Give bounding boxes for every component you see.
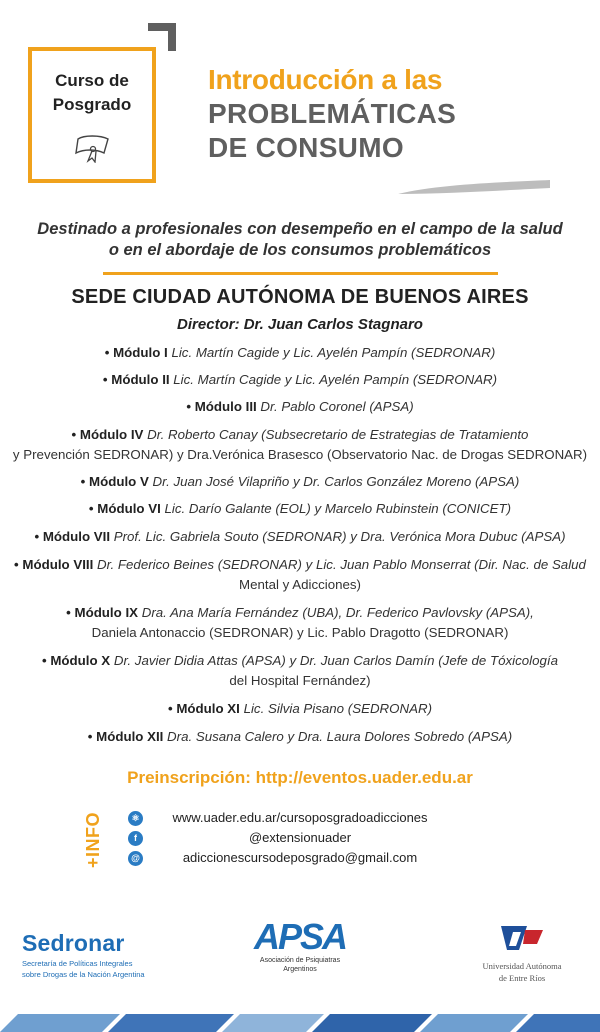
module-item: • Módulo XII Dra. Susana Calero y Dra. Laura Dolores Sobredo (APSA): [87, 729, 513, 744]
website-link[interactable]: www.uader.edu.ar/cursoposgradoadicciones: [172, 810, 428, 825]
facebook-icon: f: [128, 831, 143, 846]
course-badge: [28, 47, 156, 183]
module-item: • Módulo XI Lic. Silvia Pisano (SEDRONAR): [168, 701, 432, 716]
email-icon: @: [128, 851, 143, 866]
footer-stripes: [0, 1014, 600, 1032]
module-item: • Módulo IX Dra. Ana María Fernández (UBA), Dr. Federico Pavlovsky (APSA),: [66, 605, 534, 620]
module-item: • Módulo VI Lic. Darío Galante (EOL) y Marcelo Rubinstein (CONICET): [88, 501, 512, 516]
module-item: • Módulo VII Prof. Lic. Gabriela Souto (SEDRONAR) y Dra. Verónica Mora Dubuc (APSA): [34, 529, 566, 544]
module-item: • Módulo IV Dr. Roberto Canay (Subsecretario de Estrategias de Tratamiento: [71, 427, 529, 442]
title-line-1: Introducción a las: [208, 64, 443, 95]
module-item: • Módulo I Lic. Martín Cagide y Lic. Ayelén Pampín (SEDRONAR): [104, 345, 496, 360]
intro-line-2: o en el abordaje de los consumos problemáticos: [108, 241, 492, 259]
module-item-continued: Daniela Antonaccio (SEDRONAR) y Lic. Pablo Dragotto (SEDRONAR): [91, 625, 509, 640]
module-item: • Módulo III Dr. Pablo Coronel (APSA): [186, 399, 414, 414]
preinscription-link[interactable]: http://eventos.uader.edu.ar: [255, 768, 473, 787]
uader-logo: Universidad Autónoma de Entre Ríos: [462, 920, 582, 983]
uader-emblem: [497, 920, 547, 954]
title-swoosh: [398, 180, 550, 198]
director-line: Director: Dr. Juan Carlos Stagnaro: [177, 316, 423, 333]
sedronar-logo: Sedronar Secretaría de Políticas Integrales sobre Drogas de la Nación Argentina: [22, 930, 145, 979]
module-item-continued: y Prevención SEDRONAR) y Dra.Verónica Brasesco (Observatorio Nac. de Drogas SEDRONAR): [12, 447, 588, 462]
module-item: • Módulo II Lic. Martín Cagide y Lic. Ayelén Pampín (SEDRONAR): [102, 372, 498, 387]
intro-line-1: Destinado a profesionales con desempeño en el campo de la salud: [37, 220, 563, 238]
title-line-2: PROBLEMÁTICAS: [208, 98, 457, 129]
facebook-handle[interactable]: @extensionuader: [248, 830, 352, 845]
web-icon: ⚛: [128, 811, 143, 826]
module-item: • Módulo X Dr. Javier Didia Attas (APSA) y Dr. Juan Carlos Damín (Jefe de Tóxicología: [41, 653, 558, 668]
module-item-continued: Mental y Adicciones): [239, 577, 361, 592]
module-item: • Módulo V Dr. Juan José Vilapriño y Dr. Carlos González Moreno (APSA): [80, 474, 520, 489]
more-info-label: +INFO: [83, 811, 103, 868]
email-link[interactable]: adiccionescursodeposgrado@gmail.com: [182, 850, 418, 865]
diploma-icon: [70, 129, 116, 163]
module-item-continued: del Hospital Fernández): [229, 673, 371, 688]
preinscription-label: Preinscripción:: [127, 768, 251, 787]
apsa-logo: APSA Asociación de Psiquiatras Argentinos: [253, 916, 347, 973]
course-badge-label: Curso de Posgrado: [52, 71, 132, 114]
divider: [103, 272, 498, 275]
title-line-3: DE CONSUMO: [208, 132, 404, 163]
module-item: • Módulo VIII Dr. Federico Beines (SEDRONAR) y Lic. Juan Pablo Monserrat (Dir. Nac. de Salud: [14, 557, 586, 572]
sede-title: SEDE CIUDAD AUTÓNOMA DE BUENOS AIRES: [71, 286, 529, 308]
